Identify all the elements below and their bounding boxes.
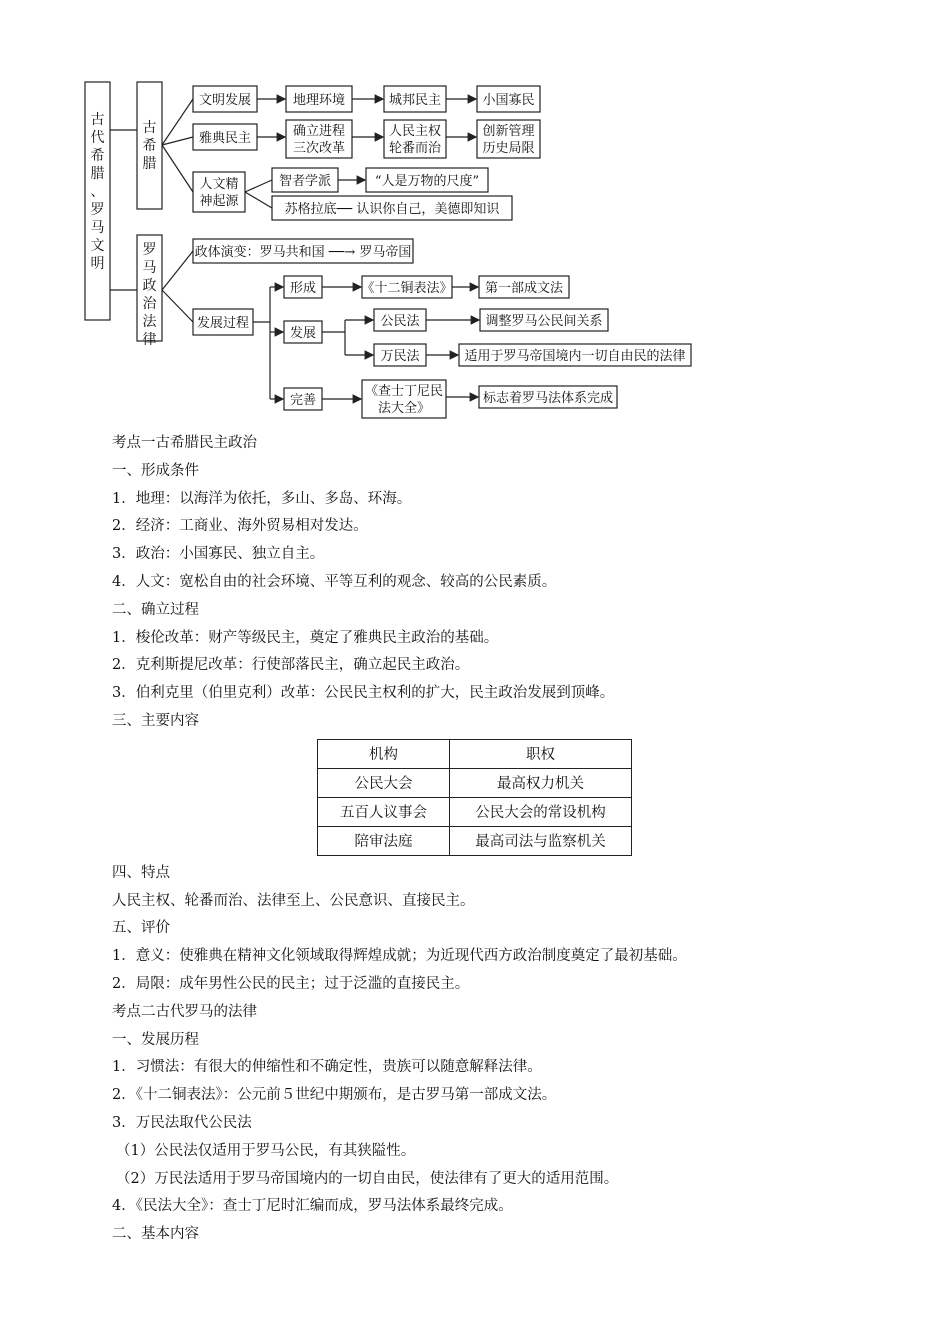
s5-item: 2．局限：成年男性公民的民主；过于泛滥的直接民主。 (112, 975, 470, 992)
r1-item: 4．《民法大全》：查士丁尼时汇编而成，罗马法体系最终完成。 (112, 1198, 513, 1215)
civilization-dev-label: 文明发展 (198, 93, 252, 108)
rome-label: 罗马政治法律 (142, 242, 157, 348)
s1-item: 4．人文：宽松自由的社会环境、平等互利的观念、较高的公民素质。 (112, 573, 557, 590)
s1-title: 一、形成条件 (112, 462, 199, 479)
table-cell: 五百人议事会 (318, 797, 450, 826)
humanism-l1: 人文精 (199, 177, 239, 192)
s5-item: 1．意义：使雅典在精神文化领域取得辉煌成就；为近现代西方政治制度奠定了最初基础。 (112, 948, 687, 965)
table-cell: 最高权力机关 (450, 768, 632, 797)
r1-item: 2．《十二铜表法》：公元前５世纪中期颁布，是古罗马第一部成文法。 (112, 1087, 557, 1104)
civil-law-desc: 调整罗马公民间关系 (485, 314, 603, 329)
table-header-row (318, 739, 632, 768)
corpus-l1: 《查士丁尼民 (364, 384, 444, 399)
jus-gentium-desc: 适用于罗马帝国境内一切自由民的法律 (464, 349, 686, 364)
sophists-quote: “人是万物的尺度” (374, 174, 480, 189)
table-row (318, 797, 632, 826)
r1-sub-item: （1）公民法仅适用于罗马公民，有其狭隘性。 (116, 1142, 416, 1159)
institution-table (317, 739, 632, 856)
geography-label: 地理环境 (292, 93, 346, 108)
athens-democracy-label: 雅典民主 (198, 131, 252, 146)
innovation-l2: 历史局限 (482, 141, 535, 156)
table-cell: 公民大会 (318, 768, 450, 797)
civil-law-label: 公民法 (380, 314, 420, 329)
table-header: 机构 (318, 739, 450, 768)
r2-title: 二、基本内容 (112, 1226, 199, 1243)
corpus-l2: 法大全》 (377, 401, 431, 416)
first-written-label: 第一部成文法 (484, 281, 564, 296)
kp2-title: 考点二古代罗马的法律 (112, 1003, 257, 1020)
r1-title: 一、发展历程 (112, 1031, 199, 1048)
humanism-l2: 神起源 (199, 194, 239, 209)
develop-label: 发展 (289, 326, 317, 341)
city-state-label: 城邦民主 (388, 93, 442, 108)
kp1-title: 考点一古希腊民主政治 (112, 435, 257, 451)
r1-sub-item: （2）万民法适用于罗马帝国境内的一切自由民，使法律有了更大的适用范围。 (116, 1170, 619, 1187)
s3-title: 三、主要内容 (112, 712, 199, 729)
regime-label: 政体演变：罗马共和国 ──→ 罗马帝国 (194, 245, 412, 260)
s2-item: 1．梭伦改革：财产等级民主，奠定了雅典民主政治的基础。 (112, 629, 499, 646)
concept-diagram (0, 0, 950, 430)
r1-item: 1．习惯法：有很大的伸缩性和不确定性，贵族可以随意解释法律。 (112, 1059, 542, 1076)
s4-title: 四、特点 (112, 864, 170, 881)
form-label: 形成 (289, 281, 317, 296)
sophists-label: 智者学派 (278, 174, 332, 189)
greece-label: 古希腊 (142, 120, 157, 172)
socrates-label: 苏格拉底── 认识你自己，美德即知识 (284, 202, 500, 217)
table-cell: 最高司法与监察机关 (450, 826, 632, 855)
twelve-tables-label: 《十二铜表法》 (361, 281, 453, 296)
s1-item: 1．地理：以海洋为依托，多山、多岛、环海。 (112, 490, 412, 507)
table-cell: 陪审法庭 (318, 826, 450, 855)
notes-content (112, 430, 912, 1249)
small-state-label: 小国寡民 (482, 93, 535, 108)
jus-gentium-label: 万民法 (380, 349, 420, 364)
establish-process-l2: 三次改革 (292, 141, 346, 156)
perfect-label: 完善 (289, 393, 317, 408)
people-sovereignty-l2: 轮番而治 (388, 141, 442, 156)
corpus-desc: 标志着罗马法体系完成 (482, 391, 614, 406)
s2-item: 3．伯利克里（伯里克利）改革：公民民主权利的扩大，民主政治发展到顶峰。 (112, 685, 615, 702)
root-label: 古代希腊、罗马文明 (90, 112, 105, 272)
s2-title: 二、确立过程 (112, 601, 199, 618)
establish-process-l1: 确立进程 (292, 124, 346, 139)
s1-item: 2．经济：工商业、海外贸易相对发达。 (112, 518, 368, 535)
s1-item: 3．政治：小国寡民、独立自主。 (112, 546, 325, 563)
r1-item: 3．万民法取代公民法 (112, 1114, 252, 1131)
innovation-l1: 创新管理 (482, 124, 535, 139)
table-cell: 公民大会的常设机构 (450, 797, 632, 826)
s5-title: 五、评价 (112, 920, 170, 937)
s2-item: 2．克利斯提尼改革：行使部落民主，确立起民主政治。 (112, 657, 470, 674)
table-header: 职权 (450, 739, 632, 768)
s4-text: 人民主权、轮番而治、法律至上、公民意识、直接民主。 (112, 892, 475, 909)
table-row (318, 768, 632, 797)
table-row (318, 826, 632, 855)
people-sovereignty-l1: 人民主权 (388, 124, 442, 139)
process-label: 发展过程 (196, 316, 250, 331)
